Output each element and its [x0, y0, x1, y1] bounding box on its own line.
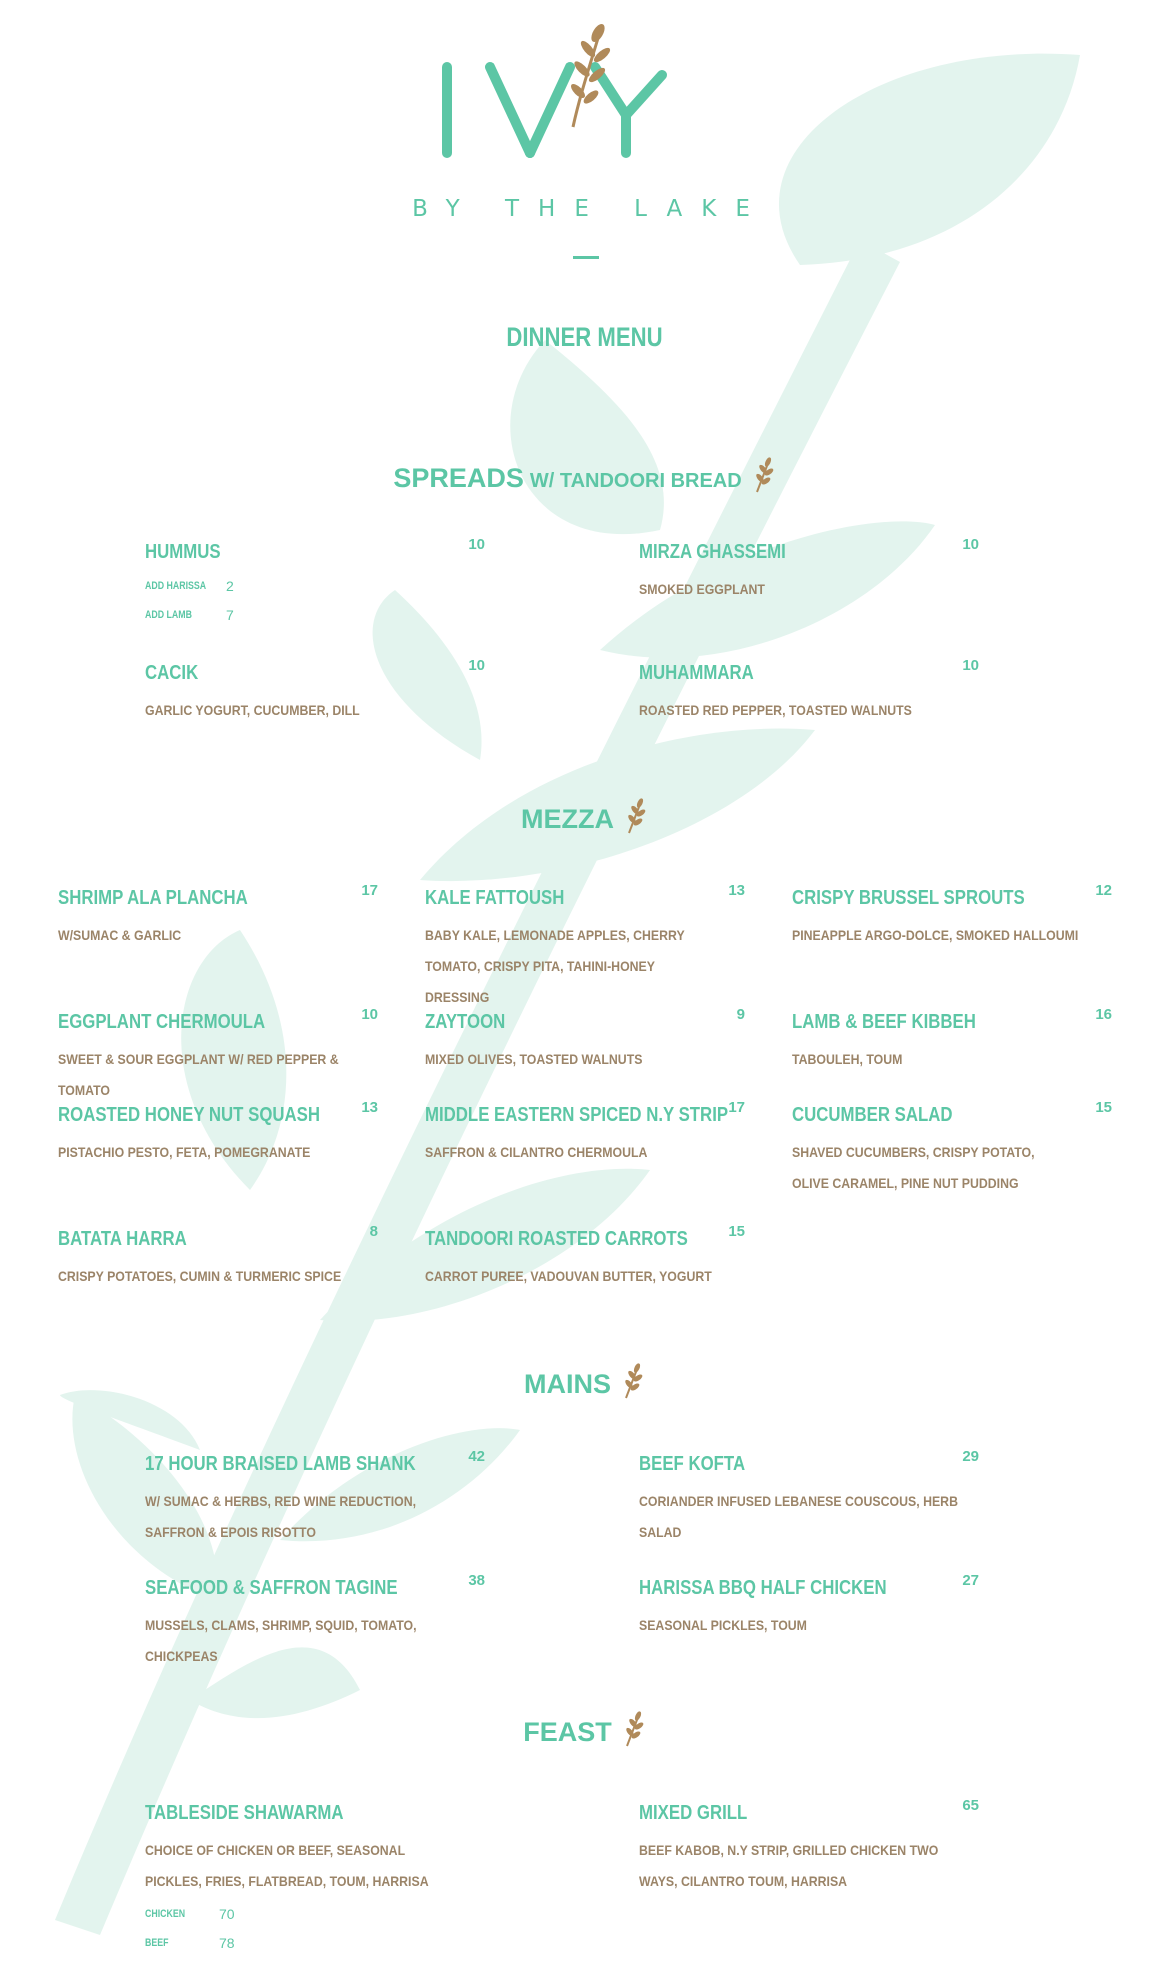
- section-heading-mains: [0, 1360, 1169, 1400]
- item-price: 65: [962, 1797, 979, 1814]
- item-name: TABLESIDE SHAWARMA: [145, 1802, 344, 1824]
- item-name: BATATA HARRA: [58, 1228, 187, 1250]
- item-price: 17: [728, 1099, 745, 1116]
- item-description: SWEET & SOUR EGGPLANT W/ RED PEPPER & TOMATO: [58, 1051, 339, 1098]
- item-description: W/SUMAC & GARLIC: [58, 927, 182, 943]
- item-description: CHOICE OF CHICKEN OR BEEF, SEASONAL PICKLES, FRIES, FLATBREAD, TOUM, HARRISA: [145, 1842, 429, 1889]
- item-name: HUMMUS: [145, 541, 221, 563]
- addon-price: 2: [226, 578, 234, 594]
- ivy-logo-mark: [430, 15, 740, 165]
- item-name: CRISPY BRUSSEL SPROUTS: [792, 887, 1025, 909]
- section-title: SPREADS: [393, 463, 524, 493]
- addon-label: CHICKEN: [145, 1908, 186, 1920]
- item-name: MIXED GRILL: [639, 1802, 748, 1824]
- item-name: 17 HOUR BRAISED LAMB SHANK: [145, 1453, 416, 1475]
- item-description: MUSSELS, CLAMS, SHRIMP, SQUID, TOMATO, CHICKPEAS: [145, 1617, 417, 1664]
- item-name: MIDDLE EASTERN SPICED N.Y STRIP: [425, 1104, 729, 1126]
- item-description: BEEF KABOB, N.Y STRIP, GRILLED CHICKEN TWO WAYS, CILANTRO TOUM, HARRISA: [639, 1842, 939, 1889]
- item-name: MUHAMMARA: [639, 662, 754, 684]
- item-price: 8: [369, 1223, 378, 1240]
- section-heading-mezza: [0, 795, 1169, 835]
- section-title: MEZZA: [521, 804, 614, 834]
- item-price: 10: [962, 657, 979, 674]
- item-description: SEASONAL PICKLES, TOUM: [639, 1617, 807, 1633]
- item-name: ROASTED HONEY NUT SQUASH: [58, 1104, 320, 1126]
- item-description: SAFFRON & CILANTRO CHERMOULA: [425, 1144, 648, 1160]
- item-description: TABOULEH, TOUM: [792, 1051, 903, 1067]
- menu-title: DINNER MENU: [506, 322, 663, 352]
- addon-label: ADD HARISSA: [145, 580, 207, 592]
- item-price: 42: [468, 1448, 485, 1465]
- item-name: KALE FATTOUSH: [425, 887, 565, 909]
- item-price: 10: [361, 1006, 378, 1023]
- addon-label: ADD LAMB: [145, 609, 192, 621]
- addon-price: 7: [226, 607, 234, 623]
- brand-tagline: BY THE LAKE: [412, 196, 769, 222]
- addon-label: BEEF: [145, 1937, 169, 1949]
- item-description: SMOKED EGGPLANT: [639, 581, 765, 597]
- item-name: ZAYTOON: [425, 1011, 506, 1033]
- item-price: 17: [361, 882, 378, 899]
- item-price: 13: [361, 1099, 378, 1116]
- item-name: TANDOORI ROASTED CARROTS: [425, 1228, 688, 1250]
- item-description: GARLIC YOGURT, CUCUMBER, DILL: [145, 702, 360, 718]
- item-description: CRISPY POTATOES, CUMIN & TURMERIC SPICE: [58, 1268, 342, 1284]
- item-description: PINEAPPLE ARGO-DOLCE, SMOKED HALLOUMI: [792, 927, 1079, 943]
- item-name: EGGPLANT CHERMOULA: [58, 1011, 266, 1033]
- item-price: 27: [962, 1572, 979, 1589]
- section-title: FEAST: [523, 1717, 612, 1747]
- item-description: SHAVED CUCUMBERS, CRISPY POTATO, OLIVE CARAMEL, PINE NUT PUDDING: [792, 1144, 1035, 1191]
- item-name: LAMB & BEEF KIBBEH: [792, 1011, 976, 1033]
- item-description: BABY KALE, LEMONADE APPLES, CHERRY TOMATO, CRISPY PITA, TAHINI-HONEY DRESSING: [425, 927, 685, 1005]
- item-description: PISTACHIO PESTO, FETA, POMEGRANATE: [58, 1144, 311, 1160]
- item-name: CUCUMBER SALAD: [792, 1104, 953, 1126]
- section-heading-feast: [0, 1708, 1169, 1748]
- item-description: CARROT PUREE, VADOUVAN BUTTER, YOGURT: [425, 1268, 712, 1284]
- wheat-icon: [624, 795, 648, 835]
- item-name: BEEF KOFTA: [639, 1453, 746, 1475]
- item-price: 16: [1095, 1006, 1112, 1023]
- item-price: 15: [728, 1223, 745, 1240]
- item-description: ROASTED RED PEPPER, TOASTED WALNUTS: [639, 702, 912, 718]
- item-price: 38: [468, 1572, 485, 1589]
- addon-price: 70: [219, 1906, 235, 1922]
- item-name: CACIK: [145, 662, 199, 684]
- logo-divider: [573, 256, 599, 259]
- wheat-icon: [622, 1708, 646, 1748]
- item-price: 9: [736, 1006, 745, 1023]
- item-price: 10: [468, 536, 485, 553]
- item-price: 13: [728, 882, 745, 899]
- item-price: 12: [1095, 882, 1112, 899]
- wheat-icon: [621, 1360, 645, 1400]
- section-heading-spreads: [0, 454, 1169, 494]
- addon-price: 78: [219, 1935, 235, 1951]
- item-price: 10: [468, 657, 485, 674]
- item-price: 15: [1095, 1099, 1112, 1116]
- item-description: CORIANDER INFUSED LEBANESE COUSCOUS, HERB SALAD: [639, 1493, 958, 1540]
- section-title: MAINS: [524, 1369, 611, 1399]
- item-name: MIRZA GHASSEMI: [639, 541, 786, 563]
- item-name: SEAFOOD & SAFFRON TAGINE: [145, 1577, 398, 1599]
- item-price: 10: [962, 536, 979, 553]
- wheat-icon: [752, 454, 776, 494]
- item-description: MIXED OLIVES, TOASTED WALNUTS: [425, 1051, 643, 1067]
- item-name: HARISSA BBQ HALF CHICKEN: [639, 1577, 887, 1599]
- item-description: W/ SUMAC & HERBS, RED WINE REDUCTION, SAFFRON & EPOIS RISOTTO: [145, 1493, 417, 1540]
- item-price: 29: [962, 1448, 979, 1465]
- section-subtitle: W/ TANDOORI BREAD: [529, 470, 742, 492]
- item-name: SHRIMP ALA PLANCHA: [58, 887, 248, 909]
